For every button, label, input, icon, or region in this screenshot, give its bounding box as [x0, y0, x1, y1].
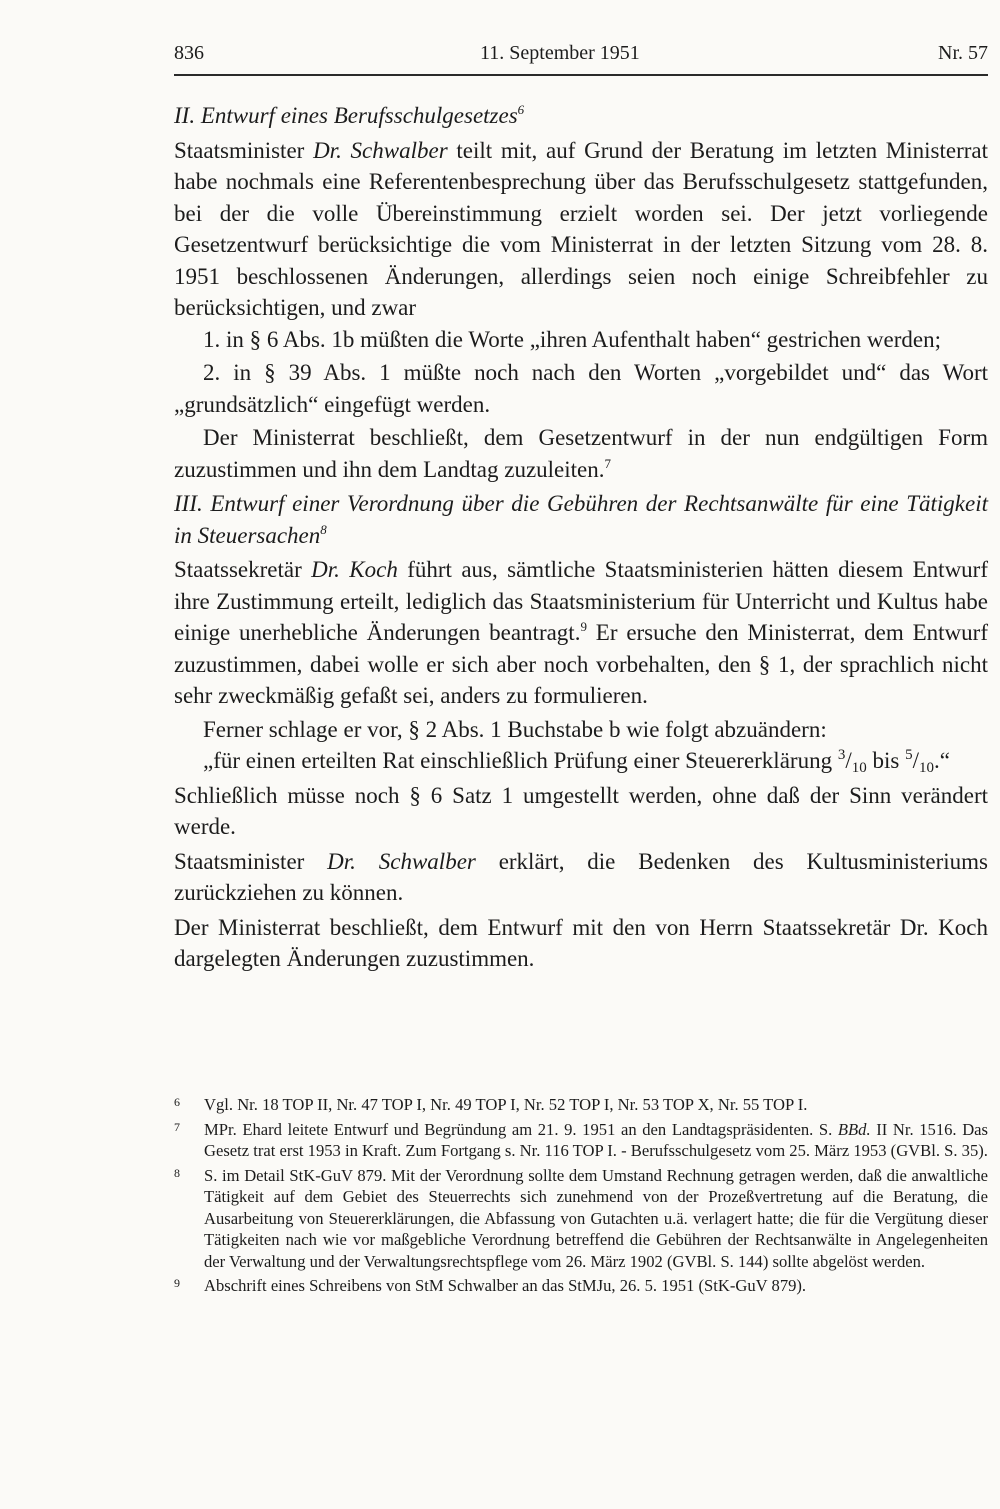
footnote-mark: 8 — [174, 1165, 180, 1180]
paragraph: Ferner schlage er vor, § 2 Abs. 1 Buchstabe b wie folgt abzuändern: — [203, 716, 827, 742]
footnote: 6 Vgl. Nr. 18 TOP II, Nr. 47 TOP I, Nr. 49 TOP I, Nr. 52 TOP I, Nr. 53 TOP X, Nr. 55 TOP I. — [174, 1095, 808, 1114]
section-2-heading: II. Entwurf eines Berufsschulgesetzes$^6$ — [174, 102, 525, 128]
list-item: 1. in § 6 Abs. 1b müßten die Worte „ihren Aufenthalt haben“ gestrichen werden; — [203, 326, 941, 352]
person-name: Dr. Koch — [311, 557, 398, 582]
list-item: 2. in § 39 Abs. 1 müßte noch nach den Worten „vorgebildet und“ das Wort „grundsätzlich“ eingefügt werden. — [174, 360, 988, 417]
footnote-mark: 6 — [174, 1095, 180, 1109]
footnote: 8 S. im Detail StK-GuV 879. Mit der Verordnung sollte dem Umstand Rechnung getragen werden, daß die anwaltliche Tätigkeit auf dem Gebiet des Steuerrechts sich zunehmend von der Prozeßvertretung auf die Beratung, die Ausarbeitung von Steuererklärungen, die Abfassung von Gutachten u.ä. verlagert hatte; die für die Vergütung dieser Tätigkeiten nach wie vor maßgebliche Verordnung betreffend die Gebühren der Rechtsanwälte in Angelegenheiten der Verwaltung und der Verwaltungsrechtspflege vom 26. März 1902 (GVBl. S. 144) sollte abgelöst werden. — [174, 1165, 988, 1271]
header-date: 11. September 1951 — [480, 42, 640, 64]
quoted-amendment: „für einen erteilten Rat einschließlich Prüfung einer Steuererklärung $^3$/10 bis $^5$/10.“ — [203, 747, 950, 776]
header-rule — [174, 74, 988, 76]
footnote-ref: 7 — [604, 455, 611, 471]
footnote-ref: 9 — [580, 619, 587, 634]
main-text — [174, 100, 988, 975]
footnote-ref: 6 — [517, 102, 525, 117]
person-name: Dr. Schwalber — [313, 137, 448, 163]
footnote-mark: 9 — [174, 1276, 180, 1290]
decision-paragraph: Der Ministerrat beschließt, dem Gesetzentwurf in der nun endgültigen Form zuzustimmen und ihn dem Landtag zuzuleiten.$^7$ — [174, 425, 988, 482]
section-3-paragraph: Staatssekretär Dr. Koch führt aus, sämtliche Staatsministerien hätten diesem Entwurf ihre Zustimmung erteilt, lediglich das Staatsministerium für Unterricht und Kultus habe einige unerhebliche Änderungen beantragt.$^9$ Er ersuche den Ministerrat, dem Entwurf zuzustimmen, dabei wolle er sich aber noch vorbehalten, den § 1, der sprachlich nicht sehr zweckmäßig gefaßt sei, anders zu formulieren. — [174, 557, 988, 708]
footnote: 9 Abschrift eines Schreibens von StM Schwalber an das StMJu, 26. 5. 1951 (StK-GuV 879). — [174, 1276, 807, 1295]
footnote-ref: 8 — [320, 521, 327, 537]
page-number: 836 — [174, 42, 204, 64]
section-3-heading: III. Entwurf einer Verordnung über die Gebühren der Rechtsanwälte für eine Tätigkeit in Steuersachen$^8$ — [174, 491, 988, 548]
footnote: 7 MPr. Ehard leitete Entwurf und Begründung am 21. 9. 1951 an den Landtagspräsidenten. S. BBd. II Nr. 1516. Das Gesetz trat erst 1953 in Kraft. Zum Fortgang s. Nr. 116 TOP I. - Berufsschulgesetz vom 25. März 1953 (GVBl. S. 35). — [174, 1119, 988, 1160]
running-header — [174, 42, 988, 72]
person-name: Dr. Schwalber — [327, 848, 476, 874]
paragraph: Schließlich müsse noch § 6 Satz 1 umgestellt werden, ohne daß der Sinn verändert werde. — [174, 782, 988, 839]
section-2-paragraph: Staatsminister Dr. Schwalber teilt mit, auf Grund der Beratung im letzten Ministerrat habe nochmals eine Referentenbesprechung über das Berufsschulgesetz stattgefunden, bei der die volle Übereinstimmung erzielt worden sei. Der jetzt vorliegende Gesetzentwurf berücksichtige die vom Ministerrat in der letzten Sitzung vom 28. 8. 1951 beschlossenen Änderungen, allerdings seien noch einige Schreibfehler zu berücksichtigen, und zwar — [174, 137, 988, 320]
footnote-mark: 7 — [174, 1119, 180, 1134]
issue-number: Nr. 57 — [938, 42, 988, 64]
paragraph: Staatsminister Dr. Schwalber erklärt, die Bedenken des Kultusministeriums zurückziehen zu können. — [174, 848, 988, 905]
decision-paragraph: Der Ministerrat beschließt, dem Entwurf mit den von Herrn Staatssekretär Dr. Koch dargelegten Änderungen zuzustimmen. — [174, 914, 988, 971]
footnotes — [174, 1094, 988, 1300]
